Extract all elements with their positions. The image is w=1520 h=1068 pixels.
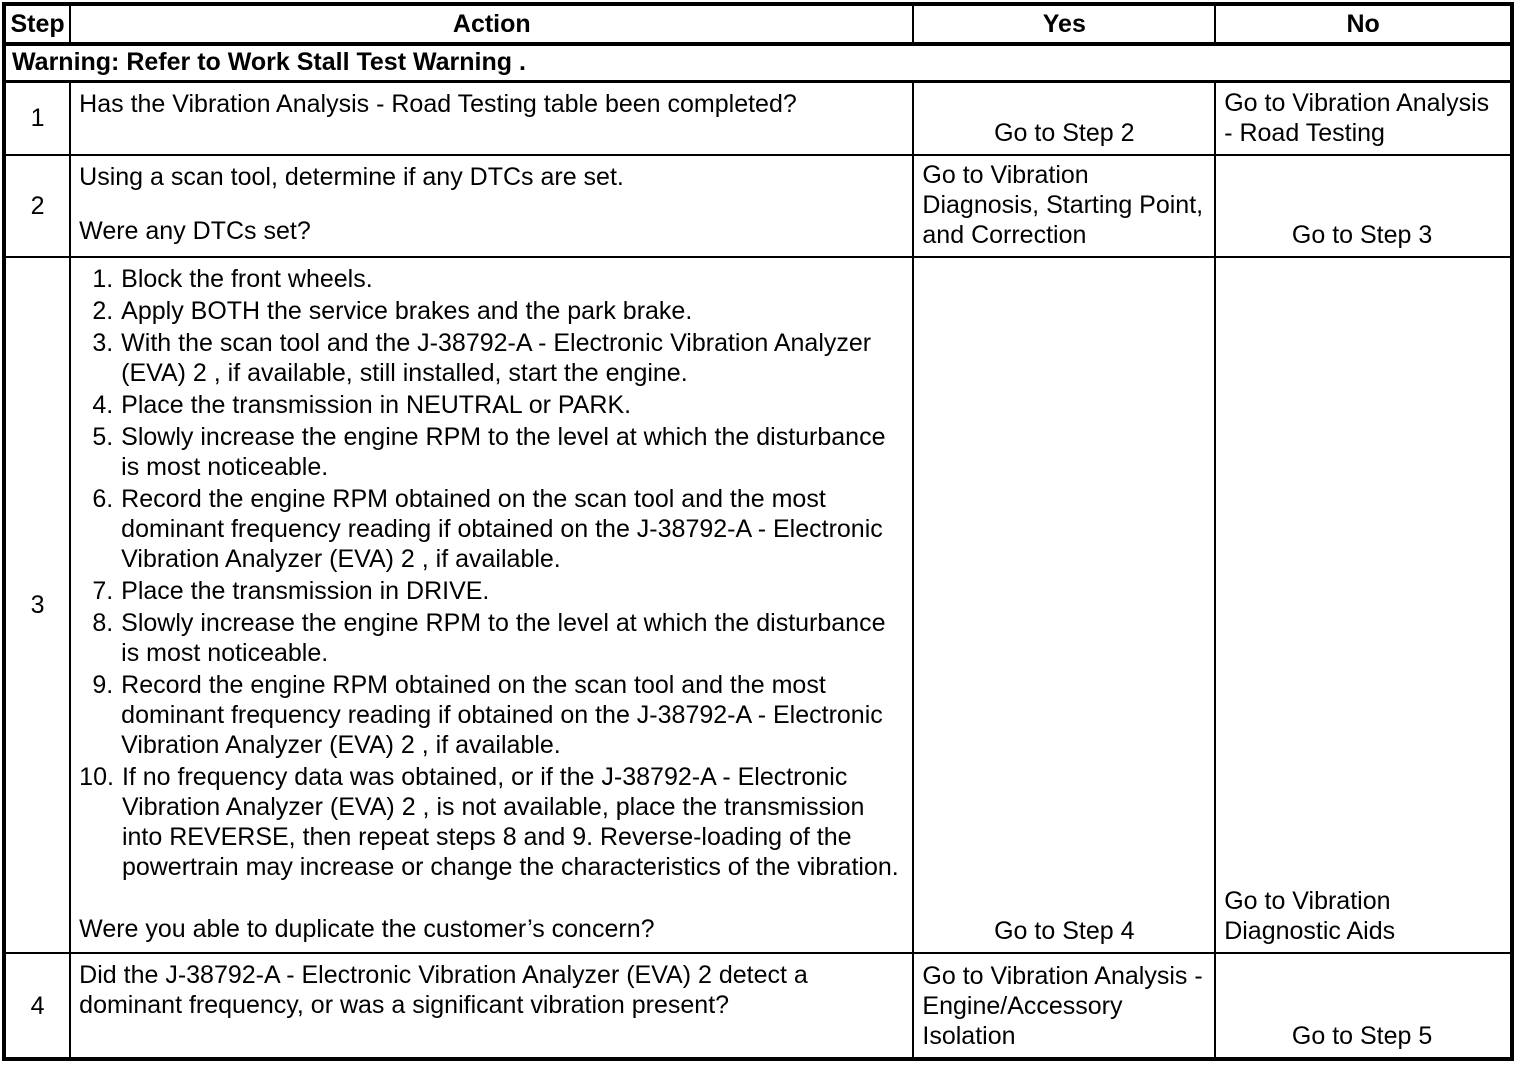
list-item-text: Apply BOTH the service brakes and the park brake. bbox=[121, 297, 693, 325]
yes-cell bbox=[913, 155, 1215, 257]
list-item-text: Record the engine RPM obtained on the scan tool and the most dominant frequency reading if obtained on the J-38792-A - Electronic Vibration Analyzer (EVA) 2 , if available. bbox=[121, 671, 883, 759]
table-row bbox=[4, 155, 1512, 257]
step-number-cell bbox=[4, 953, 70, 1059]
step-number-cell bbox=[4, 155, 70, 257]
no-result-text: Go to Vibration Analysis - Road Testing bbox=[1224, 89, 1490, 147]
action-question: Were any DTCs set? bbox=[79, 217, 311, 245]
step-number: 2 bbox=[30, 192, 45, 220]
action-list-item bbox=[79, 296, 908, 326]
action-paragraph: Has the Vibration Analysis - Road Testing table been completed? bbox=[79, 89, 797, 118]
table-body bbox=[4, 44, 1512, 1059]
list-item-number: 2. bbox=[92, 297, 114, 325]
yes-result-text: Go to Step 4 bbox=[994, 917, 1135, 945]
action-list-item bbox=[79, 762, 908, 882]
action-content bbox=[79, 960, 908, 1020]
no-result-text: Go to Step 3 bbox=[1291, 221, 1433, 249]
step-number-cell bbox=[4, 257, 70, 953]
list-item-text: Block the front wheels. bbox=[121, 265, 373, 293]
table-row bbox=[4, 81, 1512, 155]
col-header-no: No bbox=[1215, 4, 1512, 44]
yes-cell bbox=[913, 257, 1215, 953]
step-number: 1 bbox=[30, 104, 45, 133]
table-row bbox=[4, 953, 1512, 1059]
action-cell bbox=[70, 953, 913, 1059]
action-cell bbox=[70, 81, 913, 155]
yes-cell bbox=[913, 81, 1215, 155]
action-content bbox=[79, 264, 908, 944]
step-number: 4 bbox=[30, 991, 45, 1020]
action-cell bbox=[70, 257, 913, 953]
yes-result-text: Go to Step 2 bbox=[994, 119, 1135, 147]
list-item-number: 7. bbox=[92, 577, 114, 605]
table-row bbox=[4, 257, 1512, 953]
no-cell bbox=[1215, 155, 1512, 257]
warning-text: Warning: Refer to Work Stall Test Warning . bbox=[4, 44, 1512, 81]
list-item-number: 3. bbox=[92, 329, 114, 357]
no-result-text: Go to Vibration Diagnostic Aids bbox=[1224, 887, 1396, 945]
warning-row bbox=[4, 44, 1512, 81]
action-list-item bbox=[79, 484, 908, 574]
list-item-number: 6. bbox=[92, 485, 114, 513]
action-list-item bbox=[79, 264, 908, 294]
no-cell bbox=[1215, 953, 1512, 1059]
action-question: Were you able to duplicate the customer’s concern? bbox=[79, 915, 655, 943]
list-item-text: Place the transmission in DRIVE. bbox=[121, 577, 490, 605]
action-list-item bbox=[79, 576, 908, 606]
list-item-number: 5. bbox=[92, 423, 114, 451]
list-item-number: 9. bbox=[92, 671, 114, 699]
action-content bbox=[79, 89, 908, 119]
list-item-number: 10. bbox=[79, 763, 114, 791]
action-list-item bbox=[79, 608, 908, 668]
action-content bbox=[79, 162, 908, 246]
action-cell bbox=[70, 155, 913, 257]
list-item-number: 1. bbox=[92, 265, 114, 293]
list-item-number: 4. bbox=[92, 391, 114, 419]
list-item-text: Slowly increase the engine RPM to the level at which the disturbance is most noticeable. bbox=[121, 609, 886, 667]
yes-result-text: Go to Vibration Diagnosis, Starting Point, and Correction bbox=[922, 161, 1204, 249]
list-item-text: Place the transmission in NEUTRAL or PARK. bbox=[121, 391, 632, 419]
list-item-text: If no frequency data was obtained, or if the J-38792-A - Electronic Vibration Analyzer (EVA) 2 , is not available, place the transmission into REVERSE, then repeat steps 8 and 9. Reverse-loading of the powertrain may increase or change the characteristics of the vibration. bbox=[121, 763, 899, 881]
diagnostic-table bbox=[2, 2, 1514, 1061]
action-list-item bbox=[79, 390, 908, 420]
yes-result-text: Go to Vibration Analysis - Engine/Accessory Isolation bbox=[922, 962, 1203, 1050]
list-item-text: With the scan tool and the J-38792-A - Electronic Vibration Analyzer (EVA) 2 , if available, still installed, start the engine. bbox=[121, 329, 872, 387]
step-number-cell bbox=[4, 81, 70, 155]
action-list-item bbox=[79, 328, 908, 388]
yes-cell bbox=[913, 953, 1215, 1059]
list-item-number: 8. bbox=[92, 609, 114, 637]
action-step-list bbox=[79, 264, 908, 884]
no-result-text: Go to Step 5 bbox=[1291, 1022, 1433, 1050]
col-header-yes: Yes bbox=[913, 4, 1215, 44]
no-cell bbox=[1215, 81, 1512, 155]
col-header-step: Step bbox=[4, 4, 70, 44]
action-list-item bbox=[79, 422, 908, 482]
col-header-action: Action bbox=[70, 4, 913, 44]
list-item-text: Record the engine RPM obtained on the scan tool and the most dominant frequency reading if obtained on the J-38792-A - Electronic Vibration Analyzer (EVA) 2 , if available. bbox=[121, 485, 883, 573]
action-paragraph: Using a scan tool, determine if any DTCs are set. bbox=[79, 163, 624, 191]
header-row bbox=[4, 4, 1512, 44]
action-paragraph: Did the J-38792-A - Electronic Vibration Analyzer (EVA) 2 detect a dominant frequency, or was a significant vibration present? bbox=[79, 961, 808, 1019]
no-cell bbox=[1215, 257, 1512, 953]
step-number: 3 bbox=[30, 591, 45, 619]
action-list-item bbox=[79, 670, 908, 760]
list-item-text: Slowly increase the engine RPM to the level at which the disturbance is most noticeable. bbox=[121, 423, 886, 481]
